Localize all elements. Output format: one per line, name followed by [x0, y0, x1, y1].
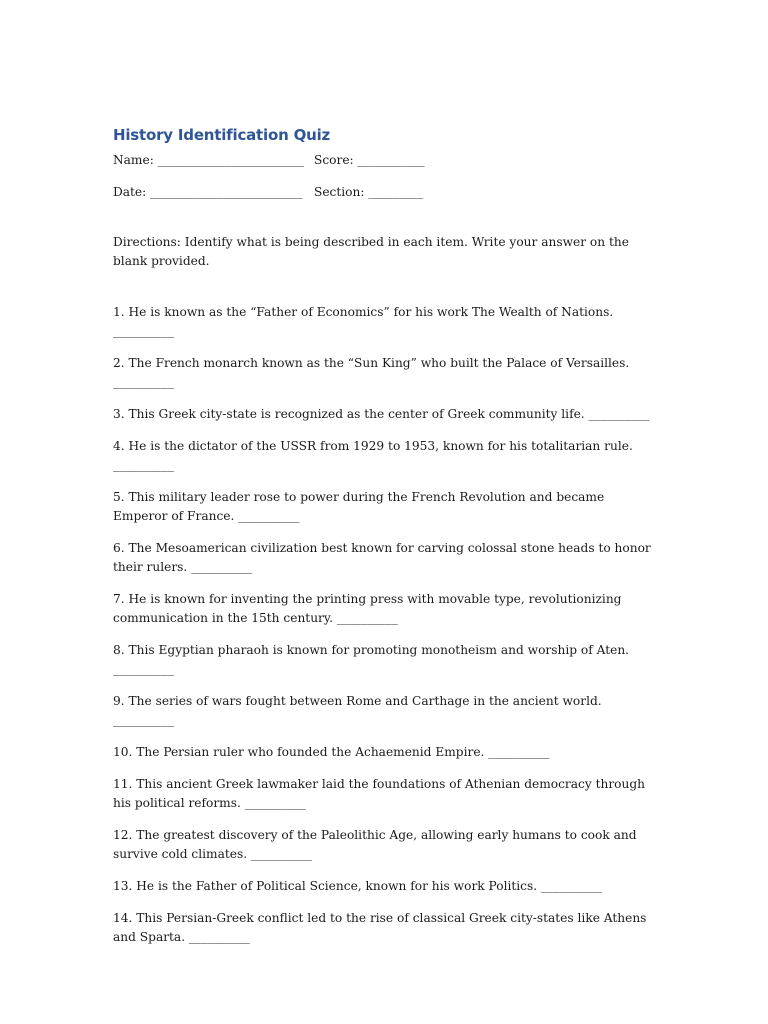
question-item: 8. This Egyptian pharaoh is known for promoting monotheism and worship of Aten. __________ — [113, 643, 630, 676]
question-item: 10. The Persian ruler who founded the Achaemenid Empire. __________ — [113, 745, 550, 759]
quiz-title: History Identification Quiz — [113, 126, 331, 144]
name-score-row — [113, 151, 658, 169]
question-item: 11. This ancient Greek lawmaker laid the foundations of Athenian democracy through his political reforms. __________ — [113, 777, 646, 810]
question-item: 4. He is the dictator of the USSR from 1929 to 1953, known for his totalitarian rule. __________ — [113, 439, 633, 472]
name-field: Name: ________________________ — [113, 153, 304, 167]
question-item: 1. He is known as the “Father of Economics” for his work The Wealth of Nations. __________ — [113, 305, 614, 338]
question-item: 7. He is known for inventing the printing press with movable type, revolutionizing communication in the 15th century. __________ — [113, 592, 622, 625]
question-item: 12. The greatest discovery of the Paleolithic Age, allowing early humans to cook and survive cold climates. __________ — [113, 828, 637, 861]
question-item: 2. The French monarch known as the “Sun King” who built the Palace of Versailles. __________ — [113, 356, 630, 389]
document-page — [113, 124, 658, 960]
date-field: Date: _________________________ — [113, 185, 303, 199]
question-item: 5. This military leader rose to power during the French Revolution and became Emperor of France. __________ — [113, 490, 605, 523]
question-item: 6. The Mesoamerican civilization best known for carving colossal stone heads to honor their rulers. __________ — [113, 541, 651, 574]
directions-text: Directions: Identify what is being described in each item. Write your answer on the blank provided. — [113, 235, 629, 268]
score-field: Score: ___________ — [314, 153, 425, 167]
question-list — [113, 303, 658, 947]
question-item: 3. This Greek city-state is recognized as the center of Greek community life. __________ — [113, 407, 650, 421]
question-item: 14. This Persian-Greek conflict led to the rise of classical Greek city-states like Athens and Sparta. __________ — [113, 911, 647, 944]
question-item: 13. He is the Father of Political Science, known for his work Politics. __________ — [113, 879, 602, 893]
date-section-row — [113, 183, 658, 201]
question-item: 9. The series of wars fought between Rome and Carthage in the ancient world. __________ — [113, 694, 602, 727]
section-field: Section: _________ — [314, 185, 424, 199]
